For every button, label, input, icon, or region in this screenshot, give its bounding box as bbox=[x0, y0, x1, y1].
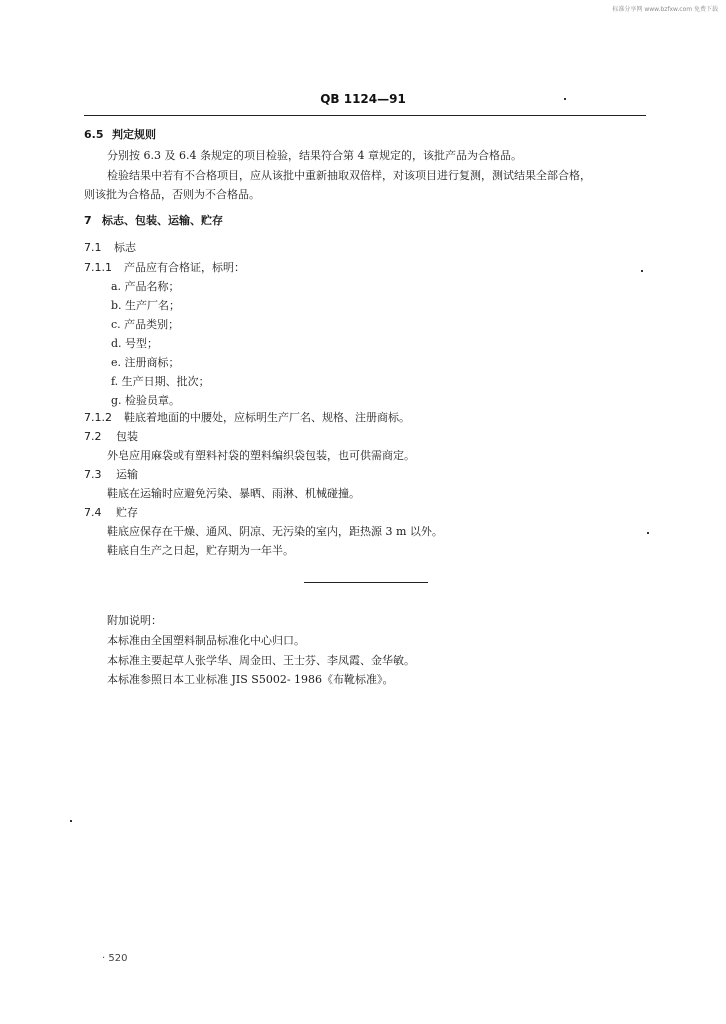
section-number: 7.2 bbox=[84, 430, 102, 443]
scan-speck bbox=[70, 820, 72, 822]
notes-title: 附加说明： bbox=[107, 614, 162, 627]
notes-line: 本标准由全国塑料制品标准化中心归口。 bbox=[107, 634, 305, 647]
section-number: 7.4 bbox=[84, 506, 102, 519]
scan-speck bbox=[641, 270, 643, 272]
list-item: e. 注册商标； bbox=[111, 356, 180, 369]
scan-speck bbox=[564, 98, 566, 100]
section-title: 标志 bbox=[114, 241, 136, 254]
notes-line: 本标准主要起草人张学华、周金田、王士芬、李凤霞、金华敏。 bbox=[107, 654, 415, 667]
section-title: 判定规则 bbox=[112, 128, 156, 141]
section-number: 6.5 bbox=[84, 128, 104, 141]
paragraph: 鞋底在运输时应避免污染、暴晒、雨淋、机械碰撞。 bbox=[107, 487, 360, 500]
list-item: d. 号型； bbox=[111, 337, 159, 350]
notes-line: 本标准参照日本工业标准 JIS S5002- 1986《布靴标准》。 bbox=[107, 673, 394, 686]
section-number: 7 bbox=[84, 214, 92, 227]
watermark-text: 标准分享网 www.bzfxw.com 免费下载 bbox=[612, 6, 718, 13]
standard-code-header: QB 1124—91 bbox=[320, 92, 406, 106]
paragraph: 外皂应用麻袋或有塑料衬袋的塑料编织袋包装，也可供需商定。 bbox=[107, 449, 415, 462]
section-number: 7.1.2 bbox=[84, 411, 112, 424]
clause-text: 产品应有合格证，标明： bbox=[124, 261, 245, 274]
section-title: 标志、包装、运输、贮存 bbox=[102, 214, 223, 227]
section-7-heading bbox=[84, 214, 223, 228]
clause-text: 鞋底着地面的中腰处，应标明生产厂名、规格、注册商标。 bbox=[124, 411, 410, 424]
paragraph-continuation: 则该批为合格品，否则为不合格品。 bbox=[84, 188, 260, 201]
page-number: · 520 bbox=[102, 953, 128, 964]
section-title: 运输 bbox=[116, 468, 138, 481]
end-rule bbox=[304, 582, 428, 583]
paragraph: 鞋底应保存在干燥、通风、阴凉、无污染的室内，距热源 3 m 以外。 bbox=[107, 525, 443, 538]
list-item: a. 产品名称； bbox=[111, 280, 180, 293]
section-7-4-heading bbox=[84, 506, 138, 520]
paragraph: 分别按 6.3 及 6.4 条规定的项目检验，结果符合第 4 章规定的，该批产品为合格品。 bbox=[107, 149, 522, 162]
scan-speck bbox=[647, 532, 649, 534]
section-7-1-2 bbox=[84, 411, 410, 425]
section-7-3-heading bbox=[84, 468, 138, 482]
paragraph: 检验结果中若有不合格项目，应从该批中重新抽取双倍样，对该项目进行复测，测试结果全部合格， bbox=[107, 169, 591, 182]
list-item: c. 产品类别； bbox=[111, 318, 180, 331]
section-number: 7.3 bbox=[84, 468, 102, 481]
section-title: 包装 bbox=[116, 430, 138, 443]
list-item: g. 检验员章。 bbox=[111, 394, 181, 407]
section-title: 贮存 bbox=[116, 506, 138, 519]
section-7-1-1 bbox=[84, 261, 245, 275]
section-number: 7.1.1 bbox=[84, 261, 112, 274]
header-rule bbox=[84, 115, 646, 116]
paragraph: 鞋底自生产之日起，贮存期为一年半。 bbox=[107, 544, 294, 557]
list-item: b. 生产厂名； bbox=[111, 299, 181, 312]
section-7-1-heading bbox=[84, 241, 136, 255]
section-7-2-heading bbox=[84, 430, 138, 444]
section-number: 7.1 bbox=[84, 241, 102, 254]
section-6-5-heading bbox=[84, 128, 156, 142]
list-item: f. 生产日期、批次； bbox=[111, 375, 210, 388]
